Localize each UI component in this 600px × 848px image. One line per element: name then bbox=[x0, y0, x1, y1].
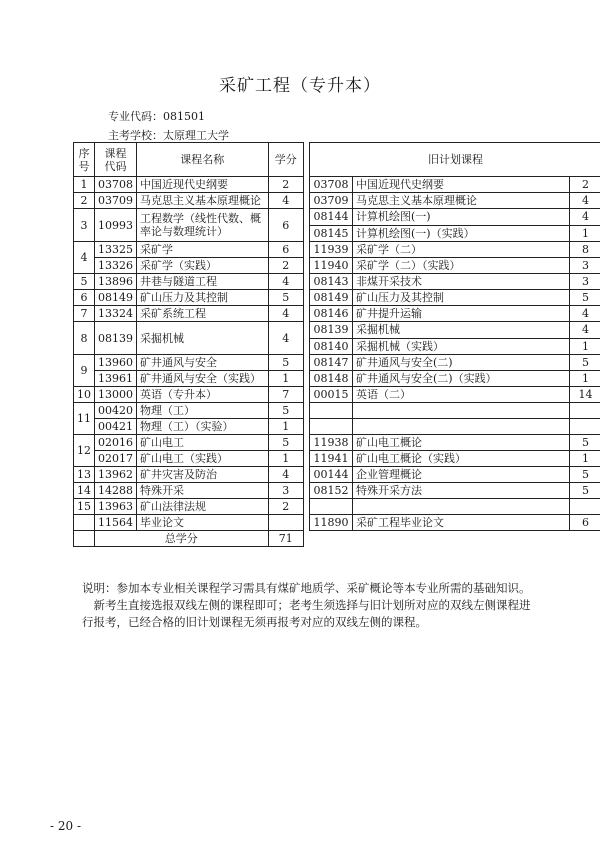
exam-school: 主考学校：太原理工大学 bbox=[108, 129, 229, 142]
old-course-name-cell: 矿井通风与安全(二)（实践） bbox=[352, 371, 569, 387]
total-row bbox=[74, 531, 304, 547]
old-course-code-cell: 11939 bbox=[310, 242, 353, 258]
table-row bbox=[74, 419, 304, 435]
table-row bbox=[74, 371, 304, 387]
seq-cell: 5 bbox=[74, 274, 95, 290]
old-course-code-cell: 11940 bbox=[310, 258, 353, 274]
header-row bbox=[74, 143, 304, 177]
seq-cell: 14 bbox=[74, 483, 95, 499]
old-plan-row bbox=[310, 225, 600, 242]
old-plan-row bbox=[310, 403, 600, 419]
note-line: 说明：参加本专业相关课程学习需具有煤矿地质学、采矿概论等本专业所需的基础知识。 bbox=[82, 581, 531, 595]
table-row bbox=[74, 258, 304, 274]
old-plan-row bbox=[310, 483, 600, 499]
header-course-code: 课程代码 bbox=[95, 143, 137, 177]
table-row bbox=[74, 387, 304, 403]
old-plan-row bbox=[310, 290, 600, 306]
total-label: 总学分 bbox=[95, 531, 269, 547]
old-credits-cell: 4 bbox=[570, 209, 600, 226]
old-credits-cell: 1 bbox=[570, 338, 600, 355]
old-course-code-cell: 08144 bbox=[310, 209, 353, 226]
table-row bbox=[74, 515, 304, 531]
seq-cell: 10 bbox=[74, 387, 95, 403]
old-credits-cell: 5 bbox=[570, 355, 600, 371]
credits-cell: 4 bbox=[268, 467, 303, 483]
course-name-cell: 采矿学 bbox=[137, 242, 269, 258]
old-course-code-cell: 11890 bbox=[310, 515, 353, 531]
credits-cell: 4 bbox=[268, 306, 303, 322]
page-title: 采矿工程（专升本） bbox=[219, 76, 381, 96]
seq-cell: 2 bbox=[74, 193, 95, 209]
seq-cell: 6 bbox=[74, 290, 95, 306]
credits-cell: 2 bbox=[268, 499, 303, 515]
credits-cell: 6 bbox=[268, 242, 303, 258]
credits-cell: 5 bbox=[268, 403, 303, 419]
old-course-name-cell: 采矿学（二）（实践） bbox=[352, 258, 569, 274]
table-row bbox=[74, 274, 304, 290]
course-name-cell: 中国近现代史纲要 bbox=[137, 177, 269, 193]
course-code-cell: 03709 bbox=[95, 193, 137, 209]
course-code-cell: 14288 bbox=[95, 483, 137, 499]
old-credits-cell: 3 bbox=[570, 258, 600, 274]
old-credits-cell: 3 bbox=[570, 274, 600, 290]
course-code-cell: 13325 bbox=[95, 242, 137, 258]
course-code-cell: 13963 bbox=[95, 499, 137, 515]
seq-cell: 1 bbox=[74, 177, 95, 193]
course-code-cell: 13326 bbox=[95, 258, 137, 274]
course-name-cell: 物理（工） bbox=[137, 403, 269, 419]
course-code-cell: 00421 bbox=[95, 419, 137, 435]
old-course-name-cell: 采矿学（二） bbox=[352, 242, 569, 258]
old-plan-row bbox=[310, 499, 600, 515]
old-course-code-cell: 00144 bbox=[310, 467, 353, 483]
old-course-code-cell: 11938 bbox=[310, 435, 353, 451]
course-name-cell: 矿山压力及其控制 bbox=[137, 290, 269, 306]
old-course-name-cell bbox=[352, 499, 569, 515]
old-course-name-cell: 英语（二） bbox=[352, 387, 569, 403]
credits-cell: 1 bbox=[268, 371, 303, 387]
old-plan-row bbox=[310, 177, 600, 193]
course-name-cell: 矿井灾害及防治 bbox=[137, 467, 269, 483]
old-credits-cell: 4 bbox=[570, 306, 600, 322]
old-course-name-cell: 矿山电工概论（实践） bbox=[352, 451, 569, 467]
course-name-cell: 毕业论文 bbox=[137, 515, 269, 531]
old-course-code-cell: 08145 bbox=[310, 225, 353, 242]
seq-cell: 8 bbox=[74, 322, 95, 355]
course-code-cell: 13961 bbox=[95, 371, 137, 387]
course-name-cell: 工程数学（线性代数、概率论与数理统计） bbox=[137, 209, 269, 242]
seq-cell: 4 bbox=[74, 242, 95, 274]
course-name-cell: 特殊开采 bbox=[137, 483, 269, 499]
table-row bbox=[74, 467, 304, 483]
old-course-code-cell bbox=[310, 499, 353, 515]
old-course-name-cell: 采掘机械（实践） bbox=[352, 338, 569, 355]
table-row bbox=[74, 355, 304, 371]
old-course-name-cell bbox=[352, 419, 569, 435]
old-plan-header-row bbox=[310, 143, 600, 177]
old-course-code-cell: 03709 bbox=[310, 193, 353, 209]
old-plan-row bbox=[310, 338, 600, 355]
credits-cell: 5 bbox=[268, 290, 303, 306]
course-name-cell: 矿山法律法规 bbox=[137, 499, 269, 515]
old-course-code-cell: 08148 bbox=[310, 371, 353, 387]
table-row bbox=[74, 451, 304, 467]
old-credits-cell: 14 bbox=[570, 387, 600, 403]
course-name-cell: 采矿学（实践） bbox=[137, 258, 269, 274]
old-course-code-cell: 11941 bbox=[310, 451, 353, 467]
old-course-name-cell: 矿山电工概论 bbox=[352, 435, 569, 451]
course-code-cell: 03708 bbox=[95, 177, 137, 193]
course-name-cell: 采矿系统工程 bbox=[137, 306, 269, 322]
old-course-name-cell: 马克思主义基本原理概论 bbox=[352, 193, 569, 209]
major-code: 专业代码：081501 bbox=[108, 110, 205, 123]
old-credits-cell bbox=[570, 419, 600, 435]
credits-cell: 6 bbox=[268, 209, 303, 242]
old-credits-cell: 5 bbox=[570, 435, 600, 451]
old-credits-cell: 2 bbox=[570, 177, 600, 193]
old-course-code-cell bbox=[310, 419, 353, 435]
credits-cell: 5 bbox=[268, 435, 303, 451]
course-name-cell: 矿井通风与安全 bbox=[137, 355, 269, 371]
old-course-code-cell: 08149 bbox=[310, 290, 353, 306]
course-name-cell: 英语（专升本） bbox=[137, 387, 269, 403]
notes bbox=[82, 580, 538, 631]
header-credits: 学分 bbox=[268, 143, 303, 177]
credits-cell: 2 bbox=[268, 177, 303, 193]
seq-cell bbox=[74, 515, 95, 531]
table-row bbox=[74, 403, 304, 419]
old-plan-row bbox=[310, 322, 600, 339]
course-code-cell: 00420 bbox=[95, 403, 137, 419]
old-course-code-cell: 08140 bbox=[310, 338, 353, 355]
old-plan-row bbox=[310, 306, 600, 322]
credits-cell: 1 bbox=[268, 451, 303, 467]
old-credits-cell: 6 bbox=[570, 515, 600, 531]
credits-cell: 1 bbox=[268, 419, 303, 435]
seq-cell: 3 bbox=[74, 209, 95, 242]
table-row bbox=[74, 322, 304, 355]
old-course-name-cell: 非煤开采技术 bbox=[352, 274, 569, 290]
old-course-code-cell: 08147 bbox=[310, 355, 353, 371]
old-course-name-cell: 矿井通风与安全(二) bbox=[352, 355, 569, 371]
table-row bbox=[74, 177, 304, 193]
old-course-name-cell bbox=[352, 403, 569, 419]
old-course-code-cell: 08146 bbox=[310, 306, 353, 322]
header-old-plan: 旧计划课程 bbox=[310, 143, 600, 177]
course-code-cell: 10993 bbox=[95, 209, 137, 242]
seq-cell: 11 bbox=[74, 403, 95, 435]
old-course-code-cell: 08152 bbox=[310, 483, 353, 499]
old-plan-row bbox=[310, 451, 600, 467]
old-plan-row bbox=[310, 274, 600, 290]
old-credits-cell: 1 bbox=[570, 371, 600, 387]
table-row bbox=[74, 242, 304, 258]
old-course-name-cell: 计算机绘图(一)（实践） bbox=[352, 225, 569, 242]
course-code-cell: 13896 bbox=[95, 274, 137, 290]
old-plan-row bbox=[310, 193, 600, 209]
credits-cell: 3 bbox=[268, 483, 303, 499]
old-course-name-cell: 中国近现代史纲要 bbox=[352, 177, 569, 193]
table-row bbox=[74, 193, 304, 209]
table-row bbox=[74, 483, 304, 499]
old-course-name-cell: 矿山压力及其控制 bbox=[352, 290, 569, 306]
credits-cell: 4 bbox=[268, 274, 303, 290]
total-seq-cell bbox=[74, 531, 95, 547]
course-code-cell: 13000 bbox=[95, 387, 137, 403]
new-plan-table bbox=[73, 142, 304, 547]
old-credits-cell: 1 bbox=[570, 451, 600, 467]
credits-cell: 2 bbox=[268, 258, 303, 274]
old-plan-row bbox=[310, 515, 600, 531]
old-course-name-cell: 采矿工程毕业论文 bbox=[352, 515, 569, 531]
old-plan-row bbox=[310, 355, 600, 371]
course-name-cell: 马克思主义基本原理概论 bbox=[137, 193, 269, 209]
course-name-cell: 矿山电工 bbox=[137, 435, 269, 451]
old-course-code-cell bbox=[310, 403, 353, 419]
seq-cell: 12 bbox=[74, 435, 95, 467]
seq-cell: 9 bbox=[74, 355, 95, 387]
table-row bbox=[74, 306, 304, 322]
credits-cell: 4 bbox=[268, 193, 303, 209]
seq-cell: 13 bbox=[74, 467, 95, 483]
old-course-name-cell: 采掘机械 bbox=[352, 322, 569, 339]
course-code-cell: 13324 bbox=[95, 306, 137, 322]
old-credits-cell: 5 bbox=[570, 290, 600, 306]
old-course-code-cell: 08139 bbox=[310, 322, 353, 339]
old-course-code-cell: 03708 bbox=[310, 177, 353, 193]
course-code-cell: 02017 bbox=[95, 451, 137, 467]
seq-cell: 15 bbox=[74, 499, 95, 515]
old-credits-cell bbox=[570, 403, 600, 419]
old-course-code-cell: 00015 bbox=[310, 387, 353, 403]
old-plan-row bbox=[310, 371, 600, 387]
total-credits: 71 bbox=[268, 531, 303, 547]
course-code-cell: 11564 bbox=[95, 515, 137, 531]
old-plan-row bbox=[310, 242, 600, 258]
old-plan-row bbox=[310, 467, 600, 483]
old-course-name-cell: 企业管理概论 bbox=[352, 467, 569, 483]
course-name-cell: 采掘机械 bbox=[137, 322, 269, 355]
old-course-name-cell: 计算机绘图(一) bbox=[352, 209, 569, 226]
old-plan-row bbox=[310, 419, 600, 435]
old-credits-cell: 1 bbox=[570, 225, 600, 242]
course-name-cell: 矿山电工（实践） bbox=[137, 451, 269, 467]
course-code-cell: 13962 bbox=[95, 467, 137, 483]
old-plan-row bbox=[310, 435, 600, 451]
table-row bbox=[74, 290, 304, 306]
old-course-name-cell: 矿井提升运输 bbox=[352, 306, 569, 322]
course-code-cell: 08149 bbox=[95, 290, 137, 306]
old-credits-cell: 5 bbox=[570, 483, 600, 499]
old-credits-cell: 8 bbox=[570, 242, 600, 258]
header-course-name: 课程名称 bbox=[137, 143, 269, 177]
old-plan-row bbox=[310, 258, 600, 274]
table-row bbox=[74, 499, 304, 515]
course-name-cell: 井巷与隧道工程 bbox=[137, 274, 269, 290]
table-row bbox=[74, 435, 304, 451]
seq-cell: 7 bbox=[74, 306, 95, 322]
old-course-code-cell: 08143 bbox=[310, 274, 353, 290]
credits-cell: 7 bbox=[268, 387, 303, 403]
page-number: - 20 - bbox=[50, 819, 82, 833]
course-name-cell: 物理（工）（实验） bbox=[137, 419, 269, 435]
credits-cell: 4 bbox=[268, 322, 303, 355]
old-credits-cell: 4 bbox=[570, 322, 600, 339]
old-credits-cell bbox=[570, 499, 600, 515]
header-seq: 序号 bbox=[74, 143, 95, 177]
old-credits-cell: 4 bbox=[570, 193, 600, 209]
course-code-cell: 08139 bbox=[95, 322, 137, 355]
old-plan-row bbox=[310, 387, 600, 403]
old-credits-cell: 5 bbox=[570, 467, 600, 483]
credits-cell bbox=[268, 515, 303, 531]
course-code-cell: 13960 bbox=[95, 355, 137, 371]
note-line: 新考生直接选报双线左侧的课程即可；老考生须选择与旧计划所对应的双线左侧课程进行报考，已经合格的旧计划课程无须再报考对应的双线左侧的课程。 bbox=[82, 598, 531, 629]
credits-cell: 5 bbox=[268, 355, 303, 371]
course-name-cell: 矿井通风与安全（实践） bbox=[137, 371, 269, 387]
course-code-cell: 02016 bbox=[95, 435, 137, 451]
table-row bbox=[74, 209, 304, 242]
old-plan-row bbox=[310, 209, 600, 226]
old-plan-table bbox=[309, 142, 600, 531]
old-course-name-cell: 特殊开采方法 bbox=[352, 483, 569, 499]
